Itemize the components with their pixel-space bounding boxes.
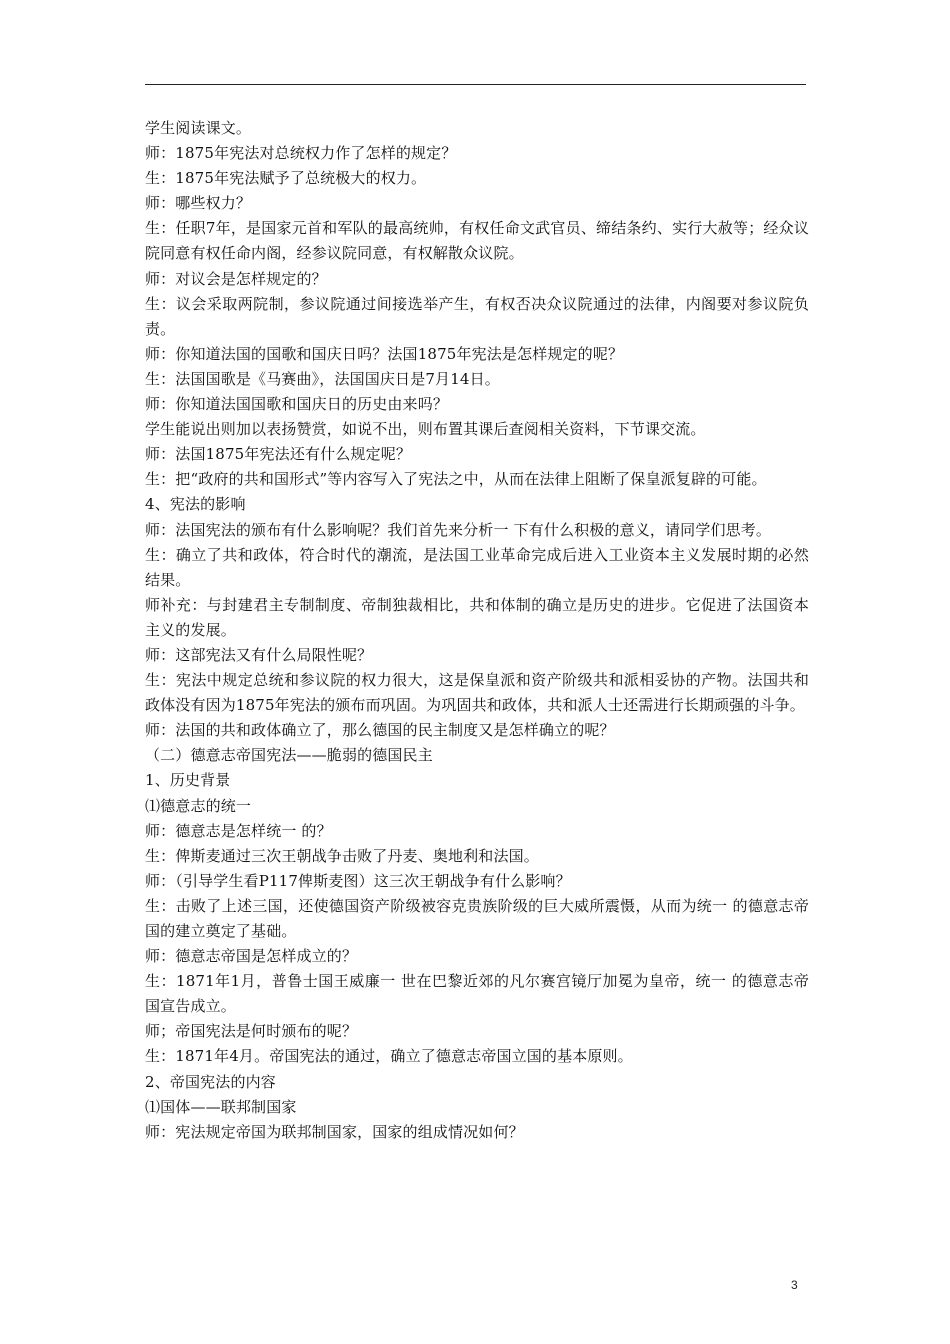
paragraph: 生：1871年4月。帝国宪法的通过，确立了德意志帝国立国的基本原则。 <box>145 1047 633 1066</box>
paragraph: 生：俾斯麦通过三次王朝战争击败了丹麦、奥地利和法国。 <box>145 846 539 865</box>
paragraph: 师：法国的共和政体确立了，那么德国的民主制度又是怎样确立的呢？ <box>145 721 615 740</box>
paragraph: 师：1875年宪法对总统权力作了怎样的规定？ <box>145 144 457 163</box>
paragraph: 生：确立了共和政体，符合时代的潮流，是法国工业革命完成后进入工业资本主义发展时期的必然结果。 <box>145 545 809 589</box>
paragraph: 生：1875年宪法赋予了总统极大的权力。 <box>145 169 427 188</box>
paragraph: 生：把“政府的共和国形式”等内容写入了宪法之中，从而在法律上阻断了保皇派复辟的可能。 <box>145 470 767 489</box>
section-heading: ⑴国体——联邦制国家 <box>145 1097 297 1116</box>
paragraph: 师；帝国宪法是何时颁布的呢？ <box>145 1022 358 1041</box>
paragraph: 生：任职7年，是国家元首和军队的最高统帅，有权任命文武官员、缔结条约、实行大赦等；经众议院同意有权任命内阁，经参议院同意，有权解散众议院。 <box>145 219 809 263</box>
paragraph: 生：议会采取两院制，参议院通过间接选举产生，有权否决众议院通过的法律，内阁要对参议院负责。 <box>145 294 809 338</box>
section-heading: （二）德意志帝国宪法——脆弱的德国民主 <box>145 746 433 765</box>
paragraph: 师：法国宪法的颁布有什么影响呢？我们首先来分析一 下有什么积极的意义，请同学们思考。 <box>145 520 772 539</box>
paragraph: 学生阅读课文。 <box>145 119 252 137</box>
paragraph: 师：（引导学生看P117俾斯麦图）这三次王朝战争有什么影响？ <box>145 871 571 890</box>
paragraph: 生：宪法中规定总统和参议院的权力很大，这是保皇派和资产阶级共和派相妥协的产物。法国共和政体没有因为1875年宪法的颁布而巩固。为巩固共和政体，共和派人士还需进行长期顽强的斗争。 <box>145 671 809 715</box>
section-heading: 4、宪法的影响 <box>145 495 246 514</box>
paragraph: 师：你知道法国的国歌和国庆日吗？法国1875年宪法是怎样规定的呢？ <box>145 344 624 363</box>
paragraph: 生：1871年1月，普鲁士国王威廉一 世在巴黎近郊的凡尔赛宫镜厅加冕为皇帝，统一 的德意志帝国宣告成立。 <box>145 972 809 1016</box>
paragraph: 师：对议会是怎样规定的？ <box>145 269 327 288</box>
paragraph: 师补充：与封建君主专制制度、帝制独裁相比，共和体制的确立是历史的进步。它促进了法国资本主义的发展。 <box>145 595 809 639</box>
paragraph: 师：德意志帝国是怎样成立的？ <box>145 947 358 966</box>
paragraph: 生：法国国歌是《马赛曲》，法国国庆日是7月14日。 <box>145 369 500 388</box>
paragraph: 学生能说出则加以表扬赞赏，如说不出，则布置其课后查阅相关资料，下节课交流。 <box>145 420 706 439</box>
section-heading: 1、历史背景 <box>145 771 231 790</box>
paragraph: 师：法国1875年宪法还有什么规定呢？ <box>145 445 412 464</box>
paragraph: 师：这部宪法又有什么局限性呢？ <box>145 645 373 664</box>
document-body <box>145 116 809 1145</box>
paragraph: 师：德意志是怎样统一 的？ <box>145 821 332 840</box>
page-number: 3 <box>791 1278 798 1292</box>
paragraph: 师：哪些权力？ <box>145 194 252 213</box>
section-heading: ⑴德意志的统一 <box>145 796 252 815</box>
paragraph: 生：击败了上述三国，还使德国资产阶级被容克贵族阶级的巨大威所震慑，从而为统一 的德意志帝国的建立奠定了基础。 <box>145 896 809 940</box>
paragraph: 师：你知道法国国歌和国庆日的历史由来吗？ <box>145 395 449 414</box>
section-heading: 2、帝国宪法的内容 <box>145 1072 276 1091</box>
header-rule <box>145 84 806 85</box>
paragraph: 师：宪法规定帝国为联邦制国家，国家的组成情况如何？ <box>145 1122 524 1141</box>
